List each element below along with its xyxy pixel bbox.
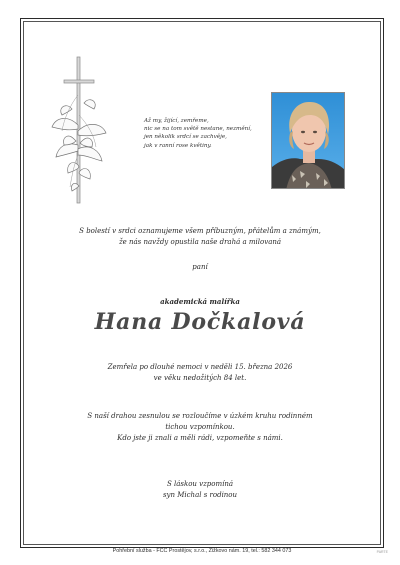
deceased-title: akademická malířka — [160, 297, 240, 306]
ceremony-line: S naší drahou zesnulou se rozloučíme v úzkém kruhu rodinném — [87, 412, 313, 420]
pani-label: paní — [192, 263, 208, 271]
signature-line: syn Michal s rodinou — [162, 491, 238, 499]
death-info-line: ve věku nedožitých 84 let. — [153, 374, 247, 382]
poem-line: Až my, žijící, zemřeme, — [144, 118, 209, 124]
announcement — [30, 226, 370, 248]
deceased-name: Hana Dočkalová — [94, 309, 306, 335]
announcement-line: že nás navždy opustila naše drahá a milovaná — [118, 238, 282, 246]
poem-line: nic se na tom světě nestane, nezmění, — [144, 126, 252, 133]
portrait-photo — [271, 92, 345, 189]
announcement-line: S bolestí v srdci oznamujeme všem příbuzným, přátelům a známým, — [79, 227, 321, 235]
death-info — [30, 362, 370, 384]
signature-line: S láskou vzpomíná — [166, 480, 234, 488]
signature — [30, 479, 370, 501]
ceremony-line: Kdo jste ji znali a měli rádi, vzpomeňte s námi. — [117, 434, 283, 442]
footer-funeral-service: Pohřební služba - FCC Prostějov, s.r.o., Žižkovo nám. 19, tel.: 582 344 073 — [112, 548, 292, 554]
poem-line: jen několik srdcí se zachvěje, — [144, 134, 227, 141]
ceremony-info — [30, 411, 370, 444]
death-info-line: Zemřela po dlouhé nemoci v neděli 15. března 2026 — [107, 363, 293, 371]
cross-with-lilies-icon — [48, 55, 110, 205]
corner-code: PARTE — [376, 550, 388, 554]
poem — [144, 117, 264, 150]
poem-line: jak v ranní rose květiny. — [144, 142, 212, 149]
ceremony-line: tichou vzpomínkou. — [165, 423, 235, 431]
